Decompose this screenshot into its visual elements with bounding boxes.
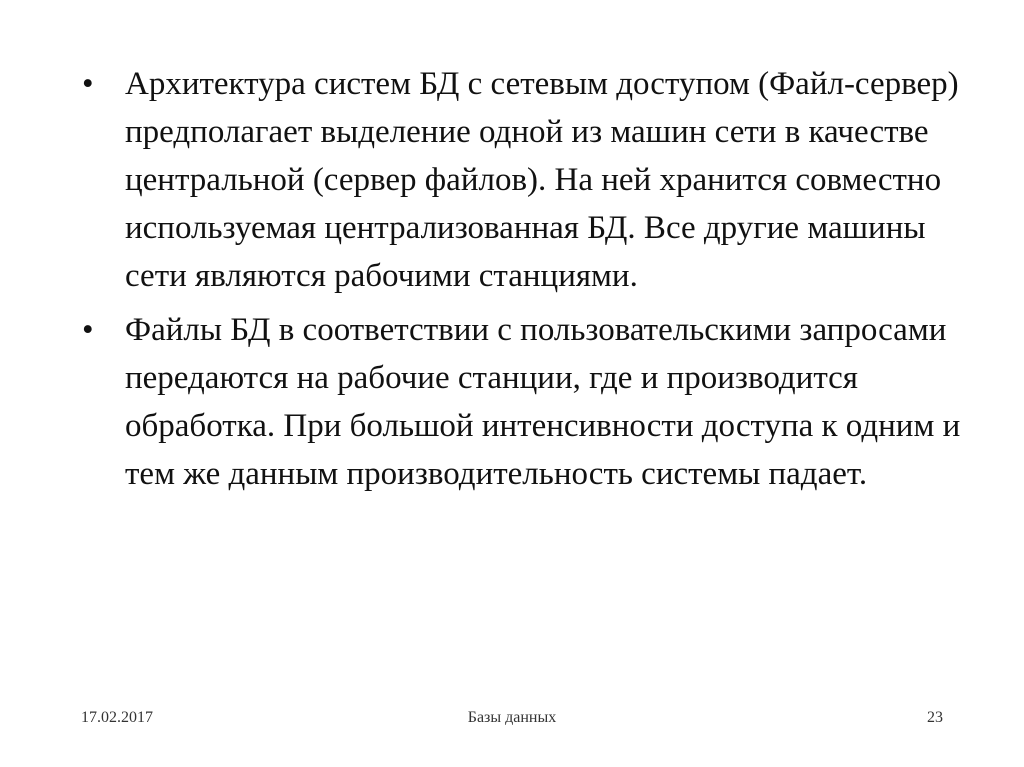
bullet-icon: • — [82, 66, 94, 102]
bullet-text: Архитектура систем БД с сетевым доступом (Файл-сервер) предполагает выделение одной из машин сети в качестве центральной (сервер файлов). На ней хранится совместно используемая централизованная БД. Все другие машины сети являются рабочими станциями. — [125, 66, 959, 294]
bullet-list — [82, 60, 962, 504]
footer-title: Базы данных — [467, 709, 557, 726]
bullet-item-1 — [82, 60, 962, 300]
bullet-item-2 — [82, 306, 962, 498]
footer-date: 17.02.2017 — [81, 709, 153, 726]
bullet-icon: • — [82, 312, 94, 348]
page-number: 23 — [927, 709, 943, 726]
bullet-text: Файлы БД в соответствии с пользовательскими запросами передаются на рабочие станции, где и производится обработка. При большой интенсивности доступа к одним и тем же данным производительность системы падает. — [125, 312, 961, 492]
